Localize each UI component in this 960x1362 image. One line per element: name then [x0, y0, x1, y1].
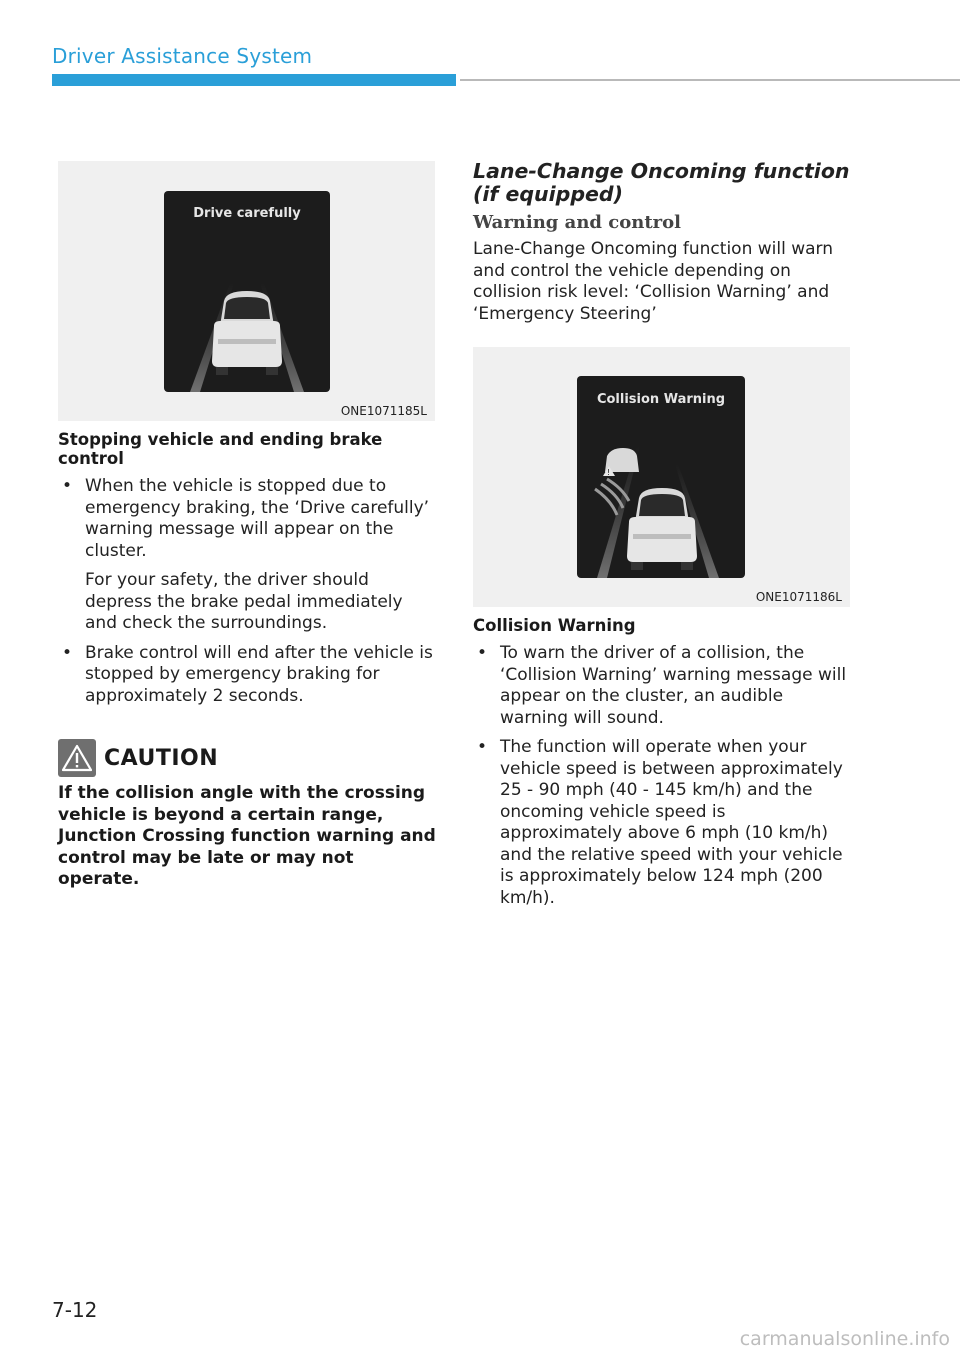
bullet-list	[58, 476, 436, 707]
figure-drive-carefully	[58, 161, 435, 421]
header-accent-bar	[52, 74, 456, 86]
figure-collision-warning	[473, 347, 850, 607]
cluster-message: Drive carefully	[193, 206, 301, 221]
bullet-text: The function will operate when your vehicle speed is between approximately 25 - 90 mph (40 - 145 km/h) and the oncoming vehicle speed is approximately above 6 mph (10 km/h) and the relative speed with your vehicle is approximately below 124 mph (200 km/h).	[500, 737, 843, 908]
page-header-title: Driver Assistance System	[52, 44, 313, 68]
section-subheading: Warning and control	[473, 212, 681, 233]
oncoming-car-icon	[603, 448, 639, 477]
bullet-text: For your safety, the driver should depress the brake pedal immediately and check the surroundings.	[85, 570, 403, 633]
list-item: • The function will operate when your vehicle speed is between approximately 25 - 90 mph (40 - 145 km/h) and the oncoming vehicle speed is approximately above 6 mph (10 km/h) and the relative speed with your vehicle is approximately below 124 mph (200 km/h).	[473, 737, 851, 909]
bullet-text: To warn the driver of a collision, the ‘Collision Warning’ warning message will appear on the cluster, an audible warning will sound.	[500, 643, 847, 728]
caution-label: CAUTION	[104, 745, 219, 771]
list-item: • To warn the driver of a collision, the ‘Collision Warning’ warning message will appear on the cluster, an audible warning will sound.	[473, 643, 851, 729]
bullet-text: Brake control will end after the vehicle is stopped by emergency braking for approximately 2 seconds.	[85, 642, 433, 706]
cluster-display	[577, 376, 745, 578]
section-subheading: Stopping vehicle and ending brake control	[58, 430, 383, 468]
svg-text:!: !	[607, 468, 611, 477]
figure-code: ONE1071185L	[340, 404, 427, 418]
caution-box	[58, 739, 436, 891]
section-subheading: Collision Warning	[473, 616, 636, 635]
watermark: carmanualsonline.info	[739, 1328, 950, 1350]
warning-triangle-icon	[58, 739, 96, 777]
list-item: • When the vehicle is stopped due to emergency braking, the ‘Drive carefully’ warning message will appear on the cluster. For your safety, the driver should depress the brake pedal immediately and check the surroundings.	[58, 476, 436, 635]
section-heading: Lane-Change Oncoming function (if equipped)	[473, 159, 850, 206]
cluster-display	[164, 191, 330, 392]
page-number: 7-12	[52, 1298, 98, 1322]
cluster-illustration	[164, 191, 330, 392]
left-column	[58, 161, 436, 891]
intro-paragraph: Lane-Change Oncoming function will warn and control the vehicle depending on collision risk level: ‘Collision Warning’ and ‘Emergency Steering’	[473, 239, 834, 324]
cluster-message: Collision Warning	[596, 392, 726, 407]
bullet-text: When the vehicle is stopped due to emergency braking, the ‘Drive carefully’ warning message will appear on the cluster.	[85, 476, 430, 561]
figure-code: ONE1071186L	[755, 590, 842, 604]
bullet-list	[473, 643, 851, 909]
header-divider	[460, 79, 960, 81]
right-column	[473, 160, 851, 917]
list-item: • Brake control will end after the vehicle is stopped by emergency braking for approximately 2 seconds.	[58, 643, 436, 708]
caution-text: If the collision angle with the crossing vehicle is beyond a certain range, Junction Crossing function warning and control may be late or may not operate.	[58, 783, 436, 889]
